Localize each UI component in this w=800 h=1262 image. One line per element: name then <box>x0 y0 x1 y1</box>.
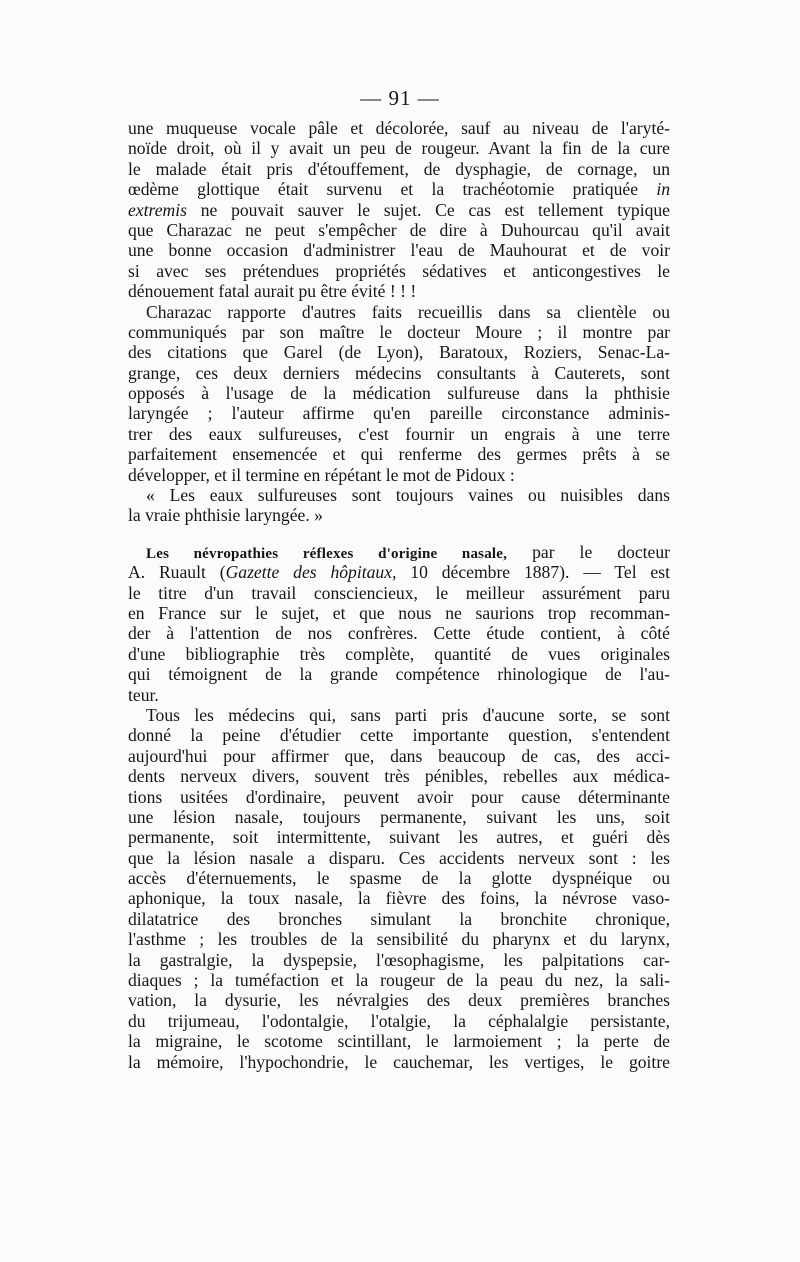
text-fragment: 10 décembre 1887). — Tel est <box>410 562 670 583</box>
text-line: que Charazac ne peut s'empêcher de dire à Duhourcau qu'il avait <box>128 219 670 240</box>
text-line: une muqueuse vocale pâle et décolorée, sauf au niveau de l'aryté- <box>128 118 670 138</box>
journal-title: Gazette des hôpitaux, <box>225 562 397 583</box>
page-body <box>128 118 670 1072</box>
text-line: grange, ces deux derniers médecins consultants à Cauterets, sont <box>128 362 670 383</box>
text-line: teur. <box>128 684 159 705</box>
text-line: dents nerveux divers, souvent très pénibles, rebelles aux médica- <box>128 766 670 787</box>
text-line: que la lésion nasale a disparu. Ces accidents nerveux sont : les <box>128 847 670 868</box>
review-heading: Les névropathies réflexes d'origine nasale, <box>146 545 508 562</box>
italic-text: in <box>656 179 671 200</box>
text-line: en France sur le sujet, et que nous ne saurions trop recomman- <box>128 602 670 623</box>
text-line: opposés à l'usage de la médication sulfureuse dans la phthisie <box>128 383 670 404</box>
text-line: parfaitement ensemencée et qui renferme des germes prêts à se <box>128 444 670 465</box>
text-line: diaques ; la tuméfaction et la rougeur de la peau du nez, la sali- <box>128 970 670 991</box>
section-gap <box>128 526 670 542</box>
text-line: dilatatrice des bronches simulant la bronchite chronique, <box>128 908 670 929</box>
text-line: communiqués par son maître le docteur Moure ; il montre par <box>128 321 670 342</box>
review-heading-line <box>128 542 670 562</box>
text-line: des citations que Garel (de Lyon), Baratoux, Roziers, Senac-La- <box>128 342 670 363</box>
text-line: si avec ses prétendues propriétés sédatives et anticongestives le <box>128 260 670 281</box>
text-fragment: ne pouvait sauver le sujet. Ce cas est tellement typique <box>200 199 670 220</box>
text-line: la gastralgie, la dyspepsie, l'œsophagisme, les palpitations car- <box>128 949 670 970</box>
quote-line: la vraie phthisie laryngée. » <box>128 505 323 526</box>
text-line: noïde droit, où il y avait un peu de rougeur. Avant la fin de la cure <box>128 138 670 159</box>
text-line: la mémoire, l'hypochondrie, le cauchemar, les vertiges, le goitre <box>128 1051 670 1072</box>
text-line: la migraine, le scotome scintillant, le larmoiement ; la perte de <box>128 1031 670 1052</box>
page-number: — 91 — <box>360 86 440 110</box>
text-line: aujourd'hui pour affirmer que, dans beaucoup de cas, des acci- <box>128 745 670 766</box>
text-line-with-italic <box>128 200 670 220</box>
text-line: dénouement fatal aurait pu être évité ! ! ! <box>128 281 417 302</box>
text-line: Charazac rapporte d'autres faits recueillis dans sa clientèle ou <box>146 301 670 322</box>
text-line: d'une bibliographie très complète, quantité de vues originales <box>128 643 670 664</box>
text-line: le titre d'un travail consciencieux, le meilleur assurément paru <box>128 582 670 603</box>
citation-line <box>128 562 670 582</box>
quote-line: « Les eaux sulfureuses sont toujours vaines ou nuisibles dans <box>146 485 670 506</box>
text-line: permanente, soit intermittente, suivant les autres, et guéri dès <box>128 827 670 848</box>
text-line: une lésion nasale, toujours permanente, suivant les uns, soit <box>128 806 670 827</box>
italic-text: extremis <box>128 199 187 220</box>
text-line: développer, et il termine en répétant le mot de Pidoux : <box>128 464 515 485</box>
text-fragment: A. Ruault ( <box>128 562 226 583</box>
text-line: tions usitées d'ordinaire, peuvent avoir pour cause déterminante <box>128 786 670 807</box>
text-line: der à l'attention de nos confrères. Cette étude contient, à côté <box>128 623 670 644</box>
text-line: qui témoignent de la grande compétence rhinologique de l'au- <box>128 664 670 685</box>
text-line: Tous les médecins qui, sans parti pris d'aucune sorte, se sont <box>146 704 670 725</box>
text-line: laryngée ; l'auteur affirme qu'en pareille circonstance adminis- <box>128 403 670 424</box>
text-line: le malade était pris d'étouffement, de dysphagie, de cornage, un <box>128 158 670 179</box>
text-line: du trijumeau, l'odontalgie, l'otalgie, la céphalalgie persistante, <box>128 1010 670 1031</box>
text-fragment: par le docteur <box>532 541 670 562</box>
text-line: accès d'éternuements, le spasme de la glotte dyspnéique ou <box>128 868 670 889</box>
text-line: l'asthme ; les troubles de la sensibilité du pharynx et du larynx, <box>128 929 670 950</box>
text-line: une bonne occasion d'administrer l'eau de Mauhourat et de voir <box>128 240 670 261</box>
text-line: donné la peine d'étudier cette importante question, s'entendent <box>128 725 670 746</box>
text-fragment: œdème glottique était survenu et la trachéotomie pratiquée <box>128 179 639 200</box>
text-line: aphonique, la toux nasale, la fièvre des foins, la névrose vaso- <box>128 888 670 909</box>
text-line-with-italic <box>128 179 670 199</box>
text-line: trer des eaux sulfureuses, c'est fournir un engrais à une terre <box>128 423 670 444</box>
text-line: vation, la dysurie, les névralgies des deux premières branches <box>128 990 670 1011</box>
